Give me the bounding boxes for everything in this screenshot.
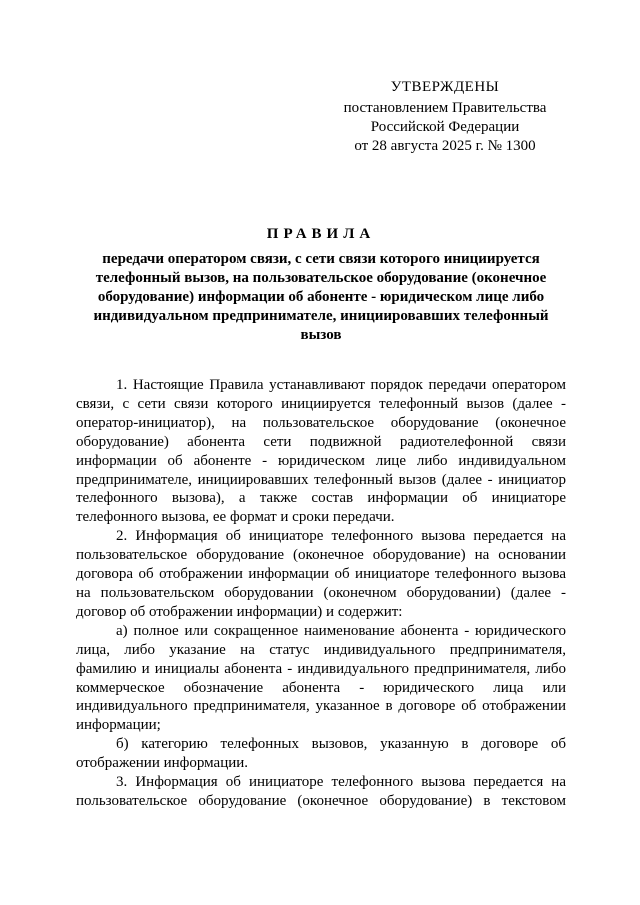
paragraph-2b: б) категорию телефонных вызовов, указанную в договоре об отображении информации.	[76, 736, 566, 772]
paragraph-2a: а) полное или сокращенное наименование абонента - юридического лица, либо указание на статус индивидуального предпринимателя, фамилию и инициалы абонента - индивидуального предпринимателя, либо коммерческое обозначение абонента - юридического лица или индивидуального предпринимателя, указанное в договоре об отображении информации;	[76, 622, 566, 734]
approval-line: постановлением Правительства	[343, 100, 547, 116]
paragraph-1: 1. Настоящие Правила устанавливают порядок передачи оператором связи, с сети связи которого инициируется телефонный вызов (далее - оператор-инициатор), на пользовательское оборудование (оконечное оборудование) абонента сети подвижной радиотелефонной связи информации об абоненте - юридическом лице либо индивидуальном предпринимателе, инициировавших телефонный вызов (далее - инициатор телефонного вызова), а также состав информации об инициаторе телефонного вызова, ее формат и сроки передачи.	[76, 377, 566, 526]
document-body	[76, 376, 566, 811]
approval-line: Российской Федерации	[370, 119, 520, 135]
document-subtitle: передачи оператором связи, с сети связи которого инициируется телефонный вызов, на пользовательское оборудование (оконечное оборудование) информации об абоненте - юридическом лице либо индивидуальном предпринимателе, инициировавших телефонный вызов	[93, 251, 549, 343]
paragraph-2: 2. Информация об инициаторе телефонного вызова передается на пользовательское оборудование (оконечное оборудование) на основании договора об отображении информации об инициаторе телефонного вызова на пользовательском оборудовании (оконечном оборудовании) (далее - договор об отображении информации) и содержит:	[76, 528, 566, 620]
paragraph-3: 3. Информация об инициаторе телефонного вызова передается на пользовательское оборудование (оконечное оборудование) в текстовом	[76, 774, 566, 809]
approval-heading: УТВЕРЖДЕНЫ	[390, 79, 500, 95]
document-title: ПРАВИЛА	[266, 226, 376, 242]
approval-block	[330, 78, 560, 156]
approval-date-line: от 28 августа 2025 г. № 1300	[354, 138, 536, 154]
